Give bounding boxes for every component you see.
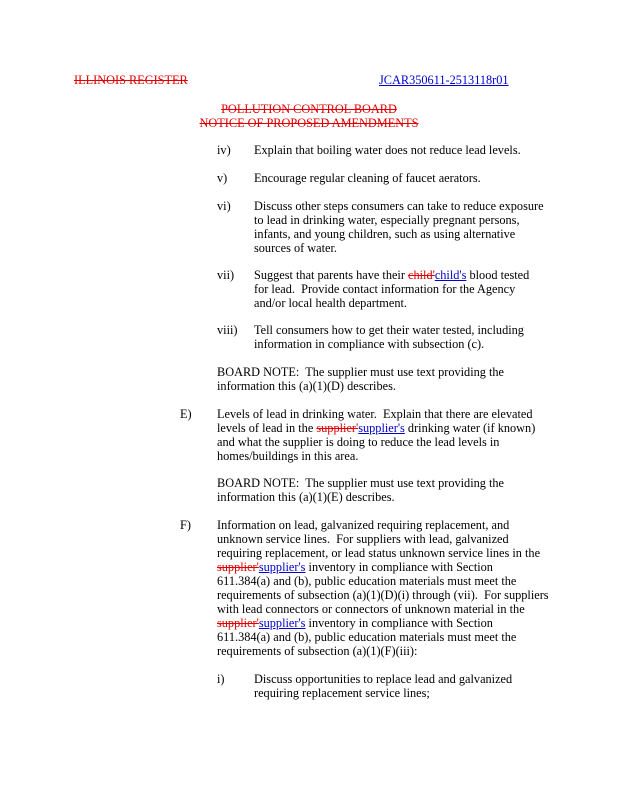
item-f-line8 <box>217 616 493 630</box>
item-iv-marker: iv) <box>217 143 231 157</box>
item-vi-line2: to lead in drinking water, especially pregnant persons, <box>254 213 520 227</box>
item-f-line1: Information on lead, galvanized requiring replacement, and <box>217 518 510 532</box>
item-f-line8-b: inventory in compliance with Section <box>305 616 493 630</box>
item-vii-line1 <box>254 268 529 282</box>
item-f-line9: 611.384(a) and (b), public education materials must meet the <box>217 630 517 644</box>
item-f-line4 <box>217 560 493 574</box>
deleted-text: child' <box>408 268 435 282</box>
item-f-line6: requirements of subsection (a)(1)(D)(i) through (vii). For suppliers <box>217 588 549 602</box>
register-title: ILLINOIS REGISTER <box>74 73 188 87</box>
item-vii-line1-a: Suggest that parents have their <box>254 268 409 282</box>
agency-name: POLLUTION CONTROL BOARD <box>221 102 397 116</box>
deleted-text: supplier' <box>217 560 259 574</box>
item-f-line4-b: inventory in compliance with Section <box>305 560 493 574</box>
board-note-e-line1: BOARD NOTE: The supplier must use text providing the <box>217 476 505 490</box>
item-viii-line2: information in compliance with subsection (c). <box>254 337 485 351</box>
item-f-i-marker: i) <box>217 672 225 686</box>
item-e-line1: Levels of lead in drinking water. Explain that there are elevated <box>217 407 533 421</box>
item-f-marker: F) <box>180 518 191 532</box>
board-note-e-line2: information this (a)(1)(E) describes. <box>217 490 395 504</box>
item-vii-line1-b: blood tested <box>466 268 530 282</box>
document-code: JCAR350611-2513118r01 <box>379 73 509 87</box>
notice-title: NOTICE OF PROPOSED AMENDMENTS <box>199 116 419 130</box>
item-vii-line2: for lead. Provide contact information for the Agency <box>254 282 516 296</box>
deleted-text: supplier' <box>217 616 259 630</box>
item-e-line2-a: levels of lead in the <box>217 421 317 435</box>
item-vii-line3: and/or local health department. <box>254 296 407 310</box>
item-v-marker: v) <box>217 171 228 185</box>
item-viii-line1: Tell consumers how to get their water tested, including <box>254 323 524 337</box>
item-e-line2 <box>217 421 535 435</box>
item-viii-marker: viii) <box>217 323 238 337</box>
item-vi-line3: infants, and young children, such as using alternative <box>254 227 516 241</box>
item-vi-line1: Discuss other steps consumers can take to reduce exposure <box>254 199 544 213</box>
inserted-text: supplier's <box>258 616 306 630</box>
item-e-line4: homes/buildings in this area. <box>217 449 359 463</box>
item-f-line2: unknown service lines. For suppliers with lead, galvanized <box>217 532 509 546</box>
item-f-i-line1: Discuss opportunities to replace lead and galvanized <box>254 672 513 686</box>
item-e-marker: E) <box>180 407 192 421</box>
inserted-text: supplier's <box>258 560 306 574</box>
deleted-text: supplier' <box>316 421 359 435</box>
item-vii-marker: vii) <box>217 268 235 282</box>
item-vi-marker: vi) <box>217 199 231 213</box>
item-f-line7: with lead connectors or connectors of unknown material in the <box>217 602 525 616</box>
item-vi-line4: sources of water. <box>254 241 337 255</box>
item-v-text: Encourage regular cleaning of faucet aerators. <box>254 171 481 185</box>
board-note-d-line1: BOARD NOTE: The supplier must use text providing the <box>217 365 505 379</box>
board-note-d-line2: information this (a)(1)(D) describes. <box>217 379 396 393</box>
inserted-text: child's <box>434 268 467 282</box>
item-e-line3: and what the supplier is doing to reduce the lead levels in <box>217 435 500 449</box>
item-f-line5: 611.384(a) and (b), public education materials must meet the <box>217 574 517 588</box>
item-f-line10: requirements of subsection (a)(1)(F)(iii): <box>217 644 418 658</box>
item-f-i-line2: requiring replacement service lines; <box>254 686 430 700</box>
item-e-line2-b: drinking water (if known) <box>404 421 536 435</box>
item-iv-text: Explain that boiling water does not reduce lead levels. <box>254 143 521 157</box>
item-f-line3: requiring replacement, or lead status unknown service lines in the <box>217 546 541 560</box>
inserted-text: supplier's <box>358 421 405 435</box>
